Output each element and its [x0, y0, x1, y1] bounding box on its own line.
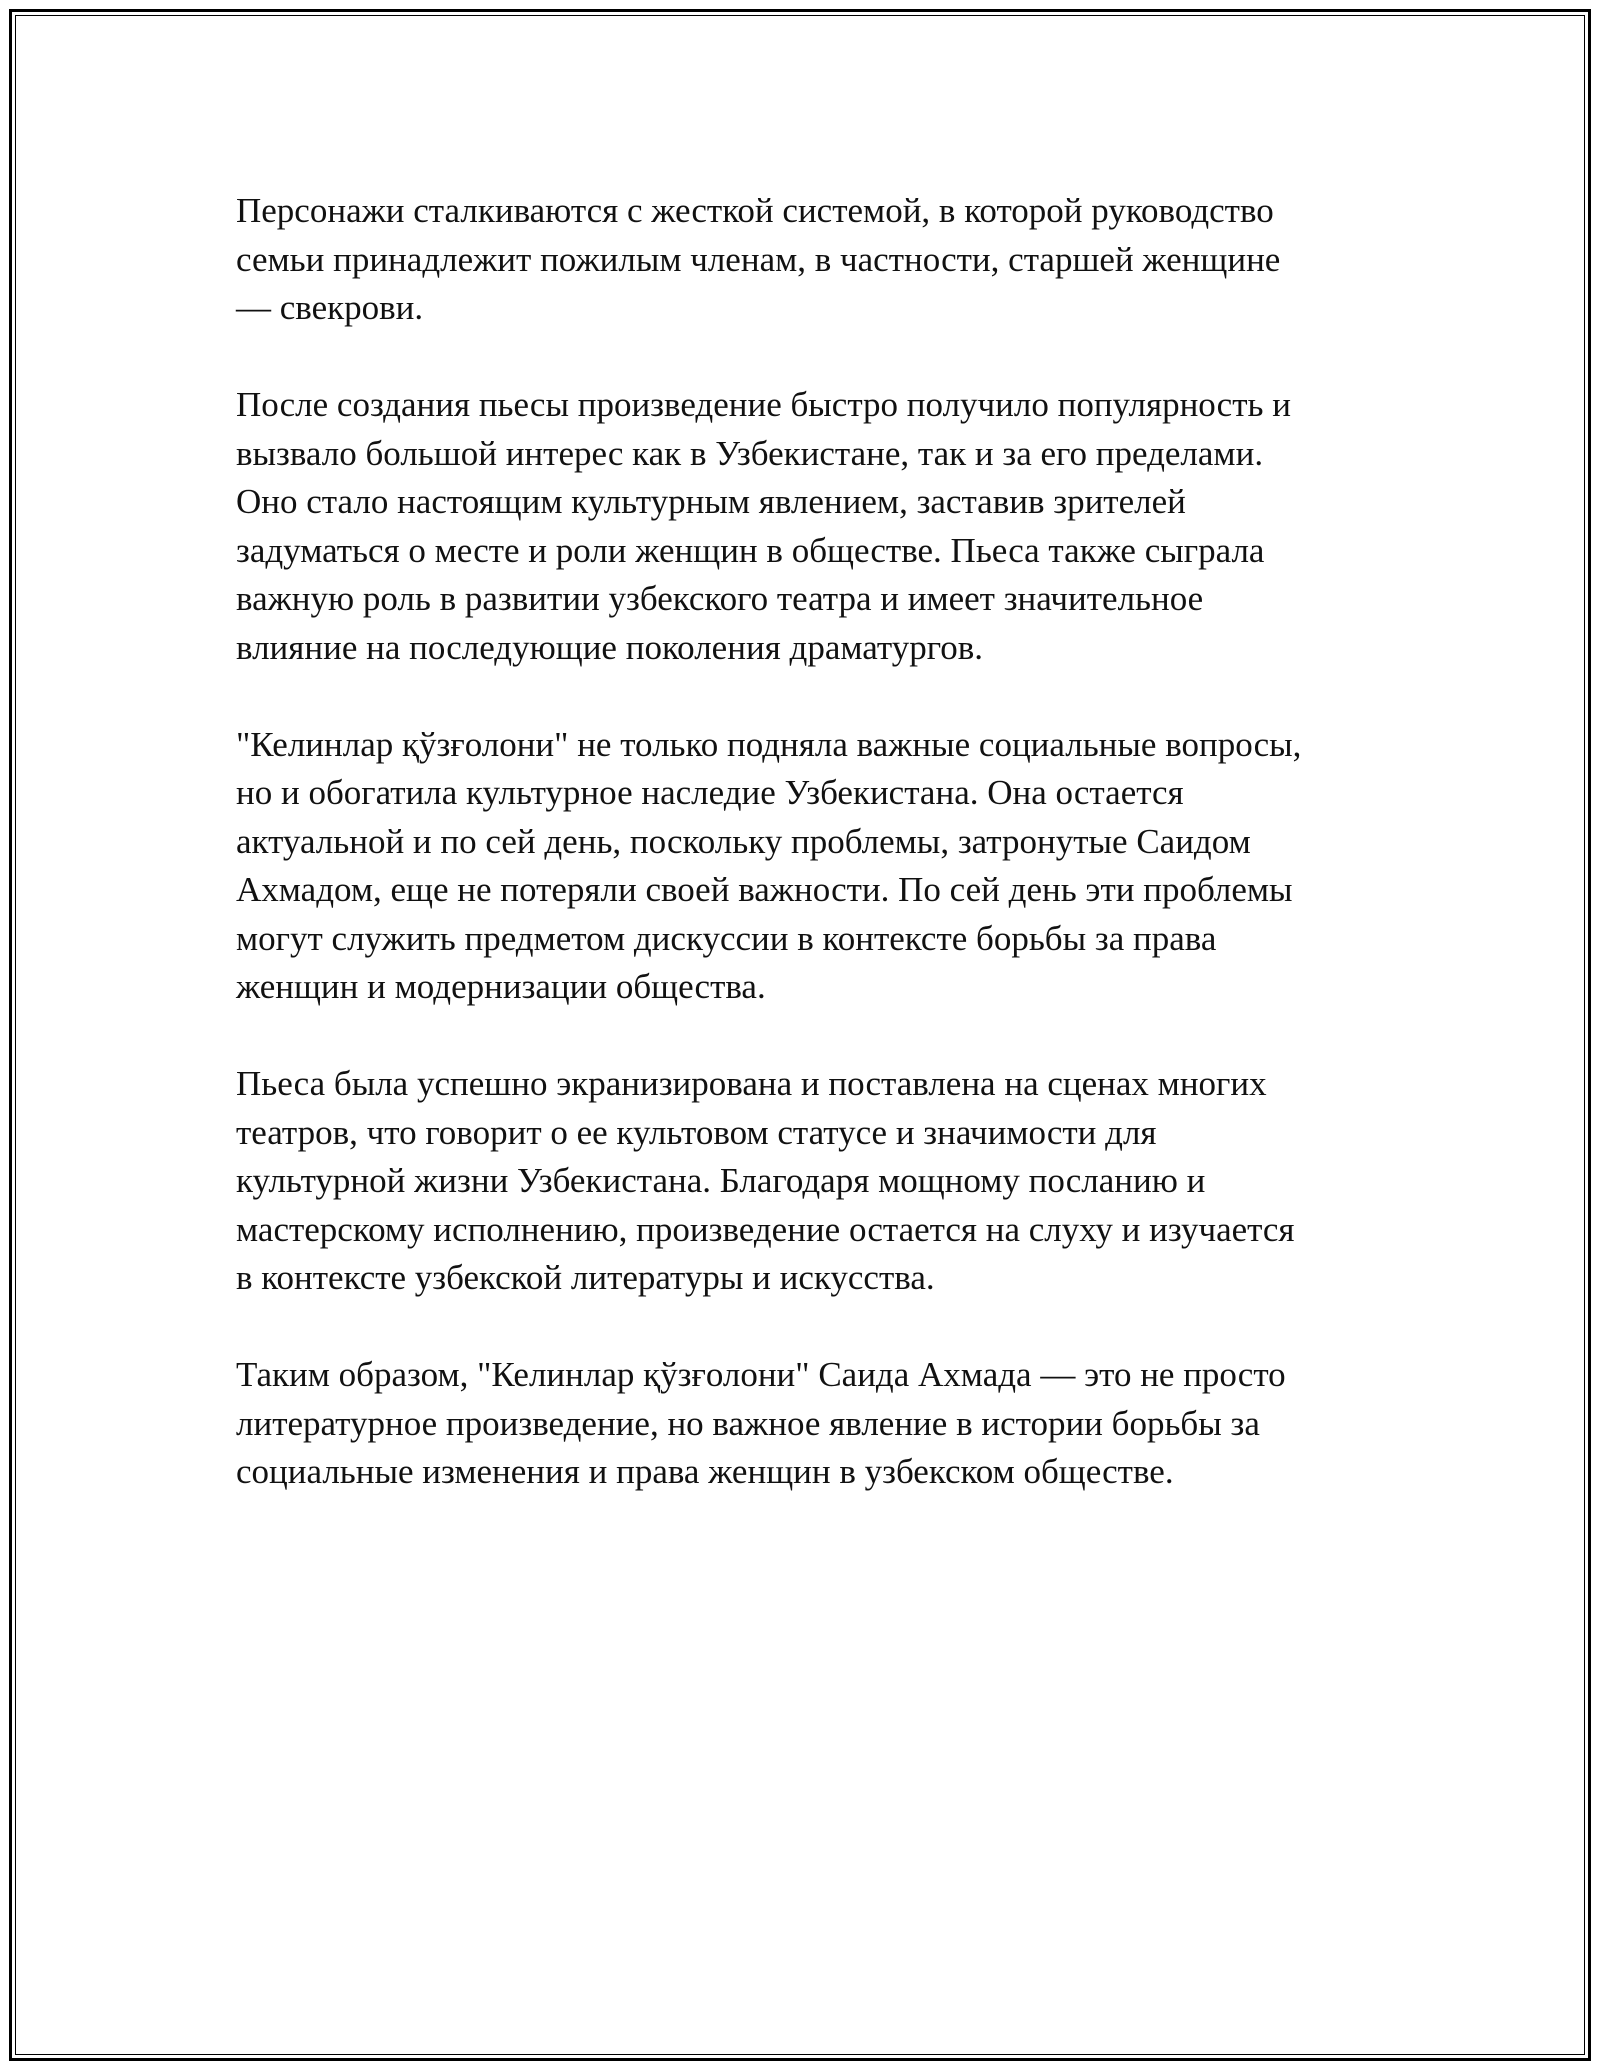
- document-body: [236, 187, 1386, 1545]
- paragraph: Персонажи сталкиваются с жесткой системой, в которой руководство семьи принадлежит пожилым членам, в частности, старшей женщине — свекрови.: [236, 191, 1281, 327]
- paragraph: Таким образом, "Келинлар қўзғолони" Саида Ахмада — это не просто литературное произведение, но важное явление в истории борьбы за социальные изменения и права женщин в узбекском обществе.: [236, 1355, 1286, 1491]
- paragraph: Пьеса была успешно экранизирована и поставлена на сценах многих театров, что говорит о ее культовом статусе и значимости для культурной жизни Узбекистана. Благодаря мощному посланию и мастерскому исполнению, произведение остается на слуху и изучается в контексте узбекской литературы и искусства.: [236, 1064, 1295, 1297]
- paragraph: После создания пьесы произведение быстро получило популярность и вызвало большой интерес как в Узбекистане, так и за его пределами. Оно стало настоящим культурным явлением, заставив зрителей задуматься о месте и роли женщин в обществе. Пьеса также сыграла важную роль в развитии узбекского театра и имеет значительное влияние на последующие поколения драматургов.: [236, 385, 1291, 667]
- paragraph: "Келинлар қўзғолони" не только подняла важные социальные вопросы, но и обогатила культурное наследие Узбекистана. Она остается актуальной и по сей день, поскольку проблемы, затронутые Саидом Ахмадом, еще не потеряли своей важности. По сей день эти проблемы могут служить предметом дискуссии в контексте борьбы за права женщин и модернизации общества.: [236, 724, 1302, 1006]
